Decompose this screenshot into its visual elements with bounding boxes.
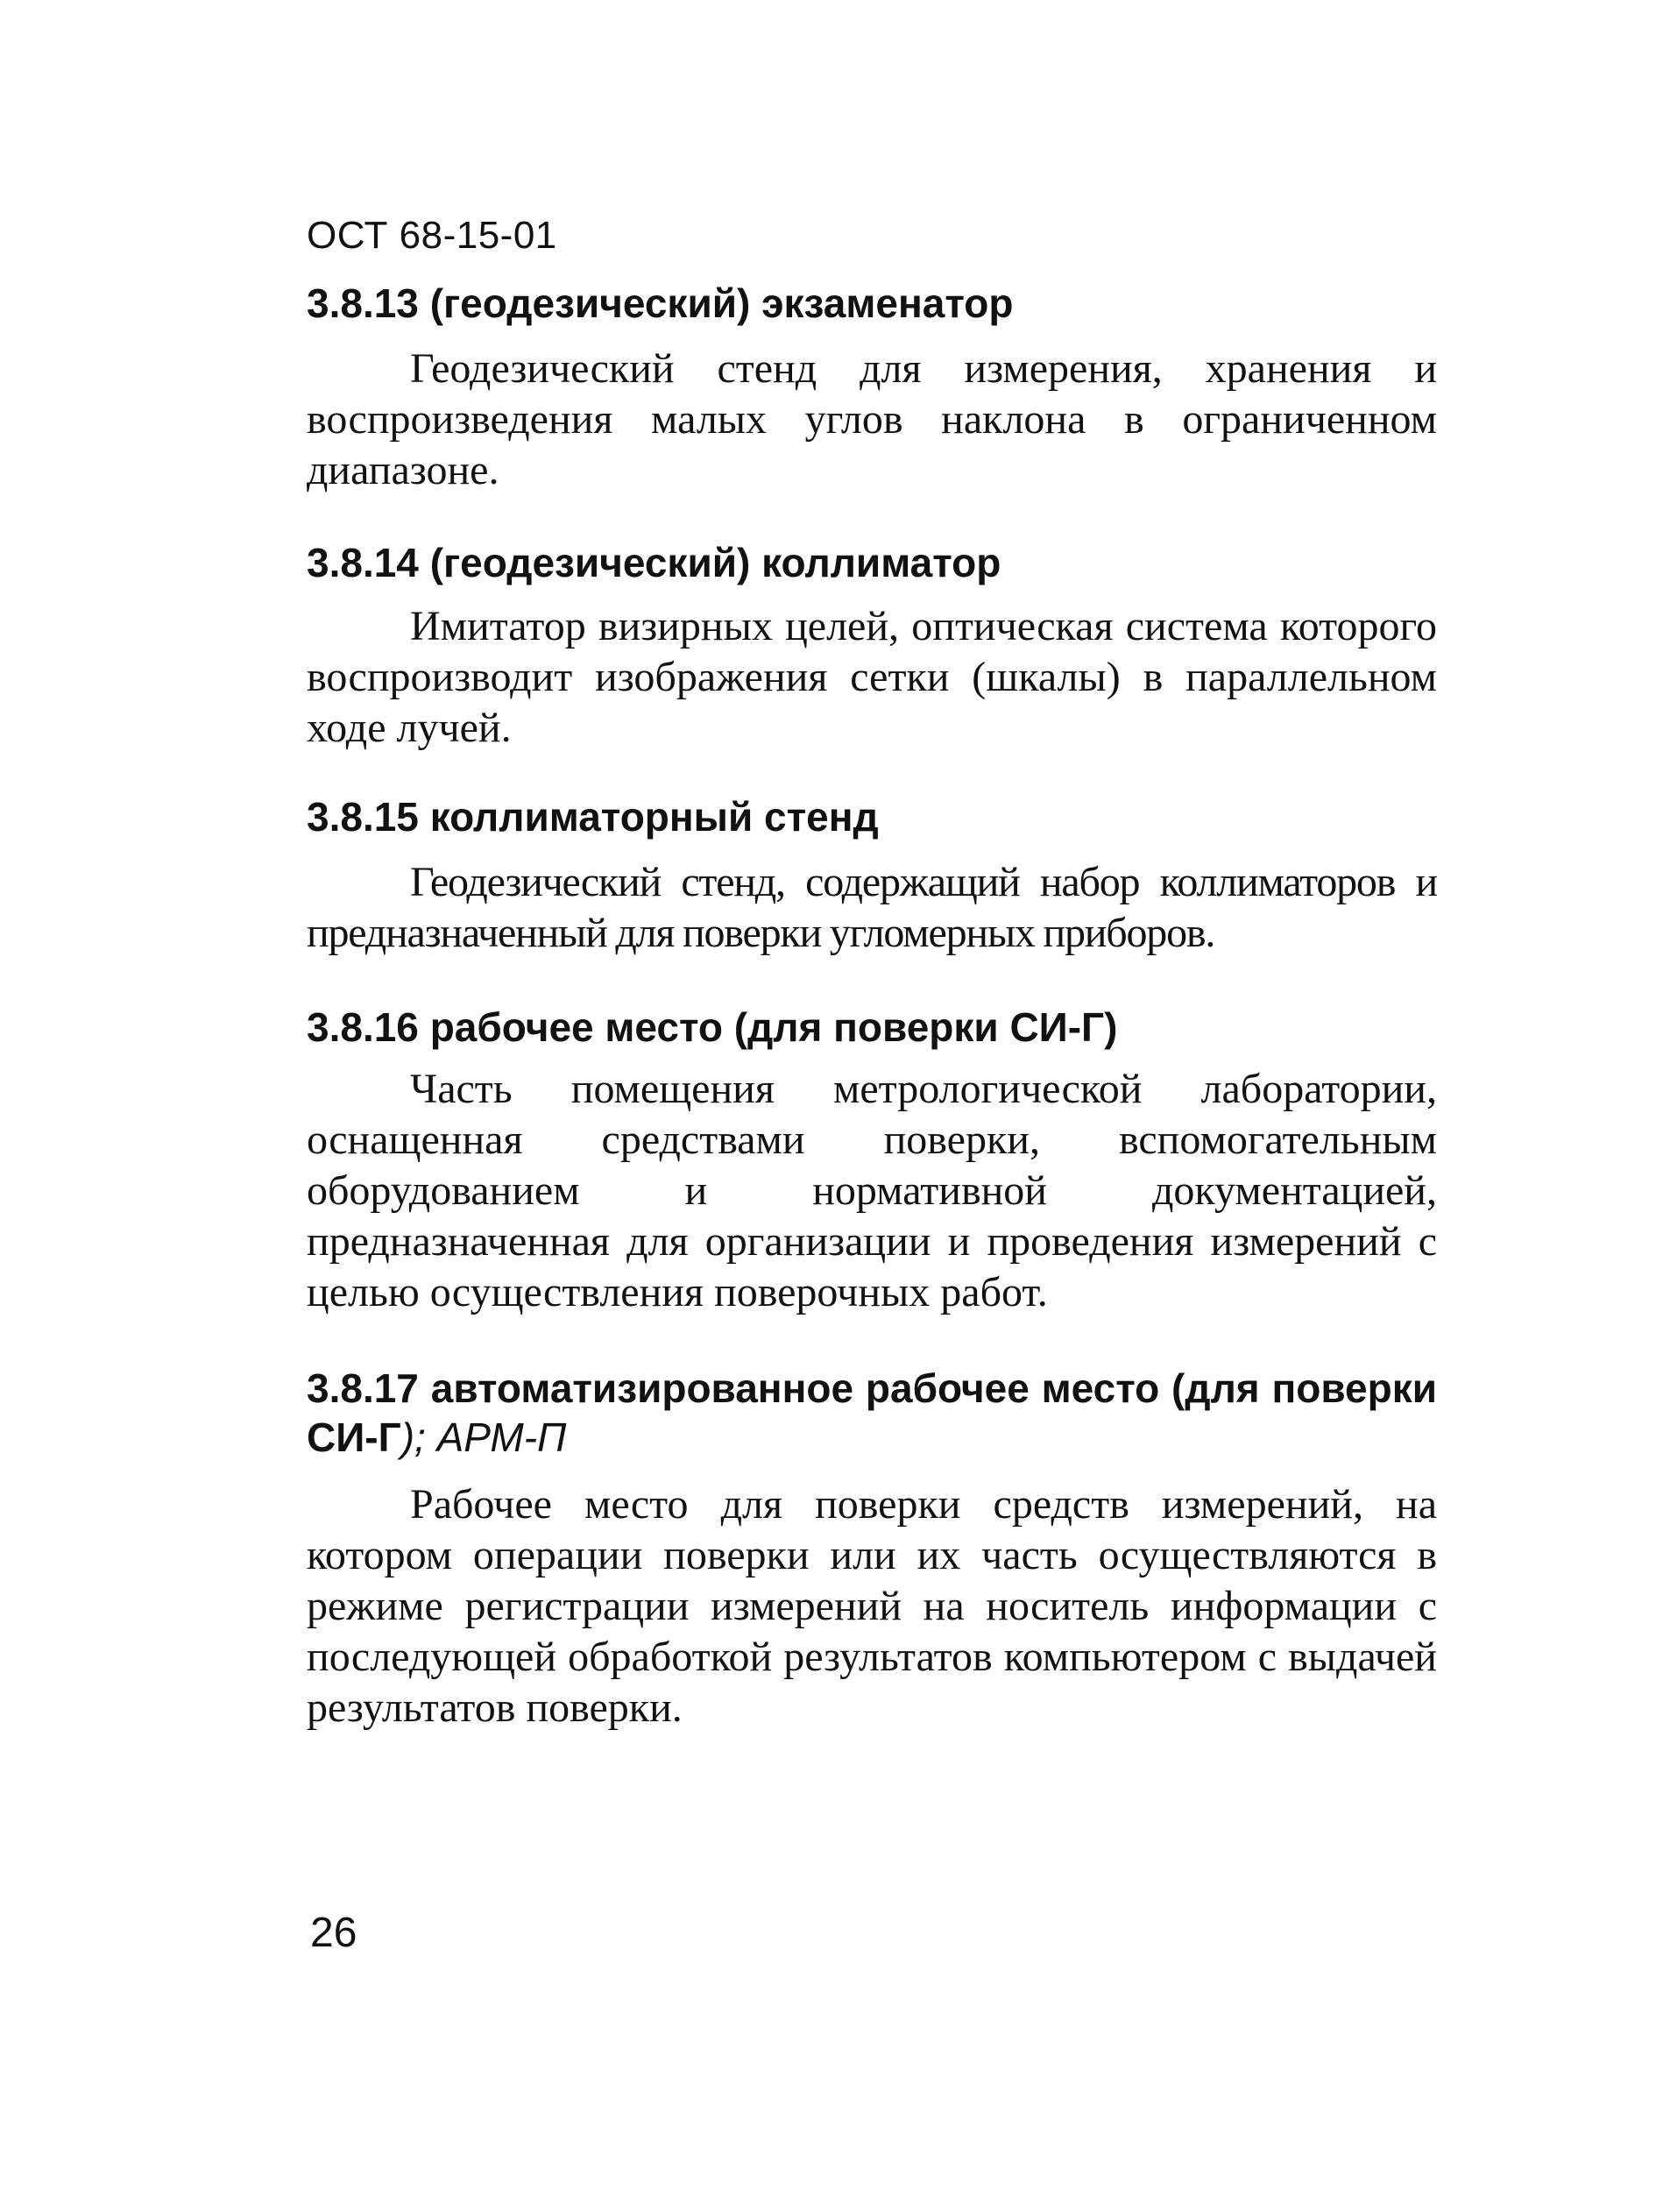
- term-title: (геодезический) экзаменатор: [429, 280, 1014, 326]
- term-heading: [307, 279, 1437, 328]
- term-title-suffix: );: [400, 1414, 426, 1460]
- term-title: (геодезический) коллиматор: [429, 540, 1001, 585]
- term-heading: [307, 538, 1437, 587]
- term-heading: [307, 1364, 1437, 1462]
- term-heading: [307, 1003, 1437, 1052]
- term-number: 3.8.17: [307, 1365, 419, 1411]
- term-definition: Рабочее место для поверки средств измерений, на котором операции поверки или их часть осуществляются в режиме регистрации измерений на носитель информации с последующей обработкой результатов компьютером с выдачей результатов поверки.: [307, 1481, 1437, 1731]
- term-abbreviation: АРМ-П: [436, 1414, 567, 1460]
- term-number: 3.8.13: [307, 280, 419, 326]
- term-number: 3.8.16: [307, 1004, 419, 1050]
- term-heading: [307, 792, 1437, 841]
- term-definition: Геодезический стенд для измерения, хранения и воспроизведения малых углов наклона в ограниченном диапазоне.: [307, 345, 1437, 493]
- term-title: коллиматорный стенд: [429, 794, 879, 840]
- page-number: 26: [310, 1910, 357, 1956]
- term-title: рабочее место (для поверки СИ-Г): [429, 1004, 1118, 1050]
- document-code: ОСТ 68-15-01: [307, 214, 557, 257]
- term-title: автоматизированное рабочее место (для поверки СИ-Г: [307, 1365, 1438, 1460]
- term-number: 3.8.15: [307, 794, 419, 840]
- term-number: 3.8.14: [307, 540, 419, 585]
- term-definition: Часть помещения метрологической лаборатории, оснащенная средствами поверки, вспомогательным оборудованием и нормативной документацией, предназначенная для организации и проведения измерений с целью осуществления поверочных работ.: [307, 1066, 1437, 1315]
- term-definition: Имитатор визирных целей, оптическая система которого воспроизводит изображения сетки (шкалы) в параллельном ходе лучей.: [307, 603, 1437, 751]
- term-definition: Геодезический стенд, содержащий набор коллиматоров и предназначенный для поверки угломерных приборов.: [307, 859, 1437, 956]
